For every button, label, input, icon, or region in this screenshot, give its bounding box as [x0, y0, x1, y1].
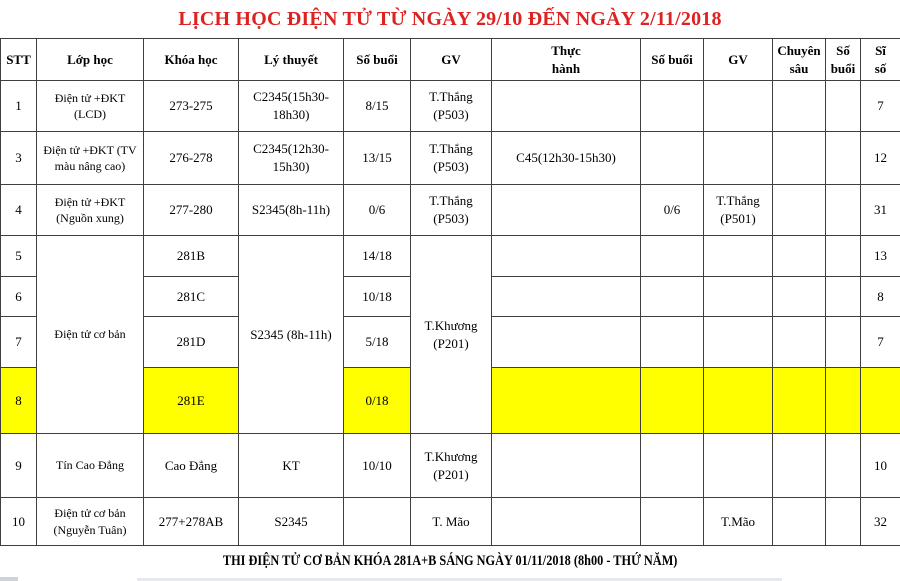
cell-size: 10 [861, 434, 900, 498]
cell-sessions: 5/18 [344, 317, 411, 368]
cell-practice-sessions [641, 236, 704, 277]
col-header-stt: STT [1, 39, 37, 81]
cell-advanced-sessions [826, 368, 861, 434]
cell-theory: C2345(15h30-18h30) [239, 81, 344, 132]
col-header-so-buoi-3: Số buổi [826, 39, 861, 81]
cell-advanced-sessions [826, 185, 861, 236]
cell-stt: 9 [1, 434, 37, 498]
cell-advanced [773, 185, 826, 236]
cell-advanced [773, 132, 826, 185]
cell-sessions: 8/15 [344, 81, 411, 132]
cell-sessions: 14/18 [344, 236, 411, 277]
cell-advanced-sessions [826, 434, 861, 498]
col-header-ly-thuyet: Lý thuyết [239, 39, 344, 81]
cell-advanced [773, 434, 826, 498]
cell-size: 7 [861, 317, 900, 368]
cell-advanced [773, 277, 826, 317]
cell-stt: 8 [1, 368, 37, 434]
cell-class: Điện tử +ĐKT (TV màu nâng cao) [37, 132, 144, 185]
cell-teacher: T. Mão [411, 498, 492, 546]
cell-advanced-sessions [826, 277, 861, 317]
cell-practice: C45(12h30-15h30) [492, 132, 641, 185]
cell-practice-teacher: T.Mão [704, 498, 773, 546]
cell-theory: KT [239, 434, 344, 498]
cell-teacher: T.Thắng (P503) [411, 132, 492, 185]
cell-advanced-sessions [826, 132, 861, 185]
cell-practice [492, 236, 641, 277]
cell-size: 7 [861, 81, 900, 132]
cell-stt: 6 [1, 277, 37, 317]
col-header-so-buoi-1: Số buổi [344, 39, 411, 81]
cell-practice-teacher [704, 277, 773, 317]
table-row [1, 132, 900, 185]
cell-sessions: 0/6 [344, 185, 411, 236]
cell-advanced [773, 81, 826, 132]
cell-advanced [773, 368, 826, 434]
cell-advanced-sessions [826, 498, 861, 546]
cell-sessions: 10/18 [344, 277, 411, 317]
cell-practice-teacher [704, 132, 773, 185]
cell-teacher: T.Khương (P201) [411, 434, 492, 498]
col-header-chuyen-sau: Chuyên sâu [773, 39, 826, 81]
cell-theory: S2345(8h-11h) [239, 185, 344, 236]
cell-class: Điện tử +ĐKT (LCD) [37, 81, 144, 132]
cell-practice-sessions [641, 277, 704, 317]
footer-row [0, 546, 900, 576]
cell-course: 277-280 [144, 185, 239, 236]
cell-teacher: T.Thắng (P503) [411, 81, 492, 132]
col-header-gv-2: GV [704, 39, 773, 81]
cell-practice [492, 498, 641, 546]
cell-size [861, 368, 900, 434]
cell-class-merged: Điện tử cơ bản [37, 236, 144, 434]
col-header-si-so: Sĩ số [861, 39, 900, 81]
table-row [1, 498, 900, 546]
bottom-strip [0, 575, 900, 581]
table-row [1, 434, 900, 498]
cell-practice-teacher [704, 317, 773, 368]
col-header-khoa-hoc: Khóa học [144, 39, 239, 81]
cell-practice-sessions [641, 132, 704, 185]
footer-note: THI ĐIỆN TỬ CƠ BẢN KHÓA 281A+B SÁNG NGÀY 01/11/2018 (8h00 - THỨ NĂM) [222, 552, 678, 569]
table-header-row [1, 39, 900, 81]
cell-practice [492, 81, 641, 132]
cell-advanced [773, 498, 826, 546]
schedule-table [0, 38, 900, 546]
cell-stt: 1 [1, 81, 37, 132]
cell-practice [492, 277, 641, 317]
cell-course: 276-278 [144, 132, 239, 185]
cell-advanced-sessions [826, 236, 861, 277]
cell-advanced-sessions [826, 81, 861, 132]
table-row [1, 81, 900, 132]
cell-stt: 5 [1, 236, 37, 277]
cell-stt: 3 [1, 132, 37, 185]
cell-size: 31 [861, 185, 900, 236]
cell-course: 281E [144, 368, 239, 434]
cell-advanced [773, 317, 826, 368]
cell-stt: 4 [1, 185, 37, 236]
cell-stt: 7 [1, 317, 37, 368]
cell-class: Điện tử cơ bản (Nguyễn Tuân) [37, 498, 144, 546]
cell-class: Điện tử +ĐKT (Nguồn xung) [37, 185, 144, 236]
cell-course: Cao Đẳng [144, 434, 239, 498]
cell-practice-teacher [704, 236, 773, 277]
cell-practice-sessions [641, 368, 704, 434]
bottom-strip-corner [0, 577, 18, 581]
cell-practice-teacher: T.Thắng (P501) [704, 185, 773, 236]
cell-theory-merged: S2345 (8h-11h) [239, 236, 344, 434]
cell-course: 281C [144, 277, 239, 317]
cell-theory: S2345 [239, 498, 344, 546]
cell-practice [492, 434, 641, 498]
cell-practice-teacher [704, 368, 773, 434]
cell-size: 8 [861, 277, 900, 317]
cell-size: 13 [861, 236, 900, 277]
cell-practice-teacher [704, 434, 773, 498]
col-header-gv-1: GV [411, 39, 492, 81]
col-header-thuc-hanh: Thực hành [492, 39, 641, 81]
cell-course: 281D [144, 317, 239, 368]
cell-size: 32 [861, 498, 900, 546]
cell-sessions [344, 498, 411, 546]
cell-teacher-merged: T.Khương (P201) [411, 236, 492, 434]
cell-sessions: 13/15 [344, 132, 411, 185]
cell-course: 277+278AB [144, 498, 239, 546]
cell-practice [492, 185, 641, 236]
cell-practice [492, 368, 641, 434]
col-header-lop-hoc: Lớp học [37, 39, 144, 81]
cell-practice-sessions [641, 434, 704, 498]
cell-practice-teacher [704, 81, 773, 132]
cell-class: Tín Cao Đẳng [37, 434, 144, 498]
title-row [0, 0, 900, 38]
cell-practice-sessions [641, 498, 704, 546]
cell-practice-sessions [641, 317, 704, 368]
cell-size: 12 [861, 132, 900, 185]
cell-course: 273-275 [144, 81, 239, 132]
table-row [1, 185, 900, 236]
page-title: LỊCH HỌC ĐIỆN TỬ TỪ NGÀY 29/10 ĐẾN NGÀY 2/11/2018 [178, 7, 722, 30]
cell-practice-sessions [641, 81, 704, 132]
cell-advanced [773, 236, 826, 277]
cell-teacher: T.Thắng (P503) [411, 185, 492, 236]
cell-course: 281B [144, 236, 239, 277]
col-header-so-buoi-2: Số buổi [641, 39, 704, 81]
cell-stt: 10 [1, 498, 37, 546]
cell-practice-sessions: 0/6 [641, 185, 704, 236]
cell-advanced-sessions [826, 317, 861, 368]
cell-theory: C2345(12h30-15h30) [239, 132, 344, 185]
cell-practice [492, 317, 641, 368]
cell-sessions: 0/18 [344, 368, 411, 434]
table-row [1, 236, 900, 277]
cell-sessions: 10/10 [344, 434, 411, 498]
